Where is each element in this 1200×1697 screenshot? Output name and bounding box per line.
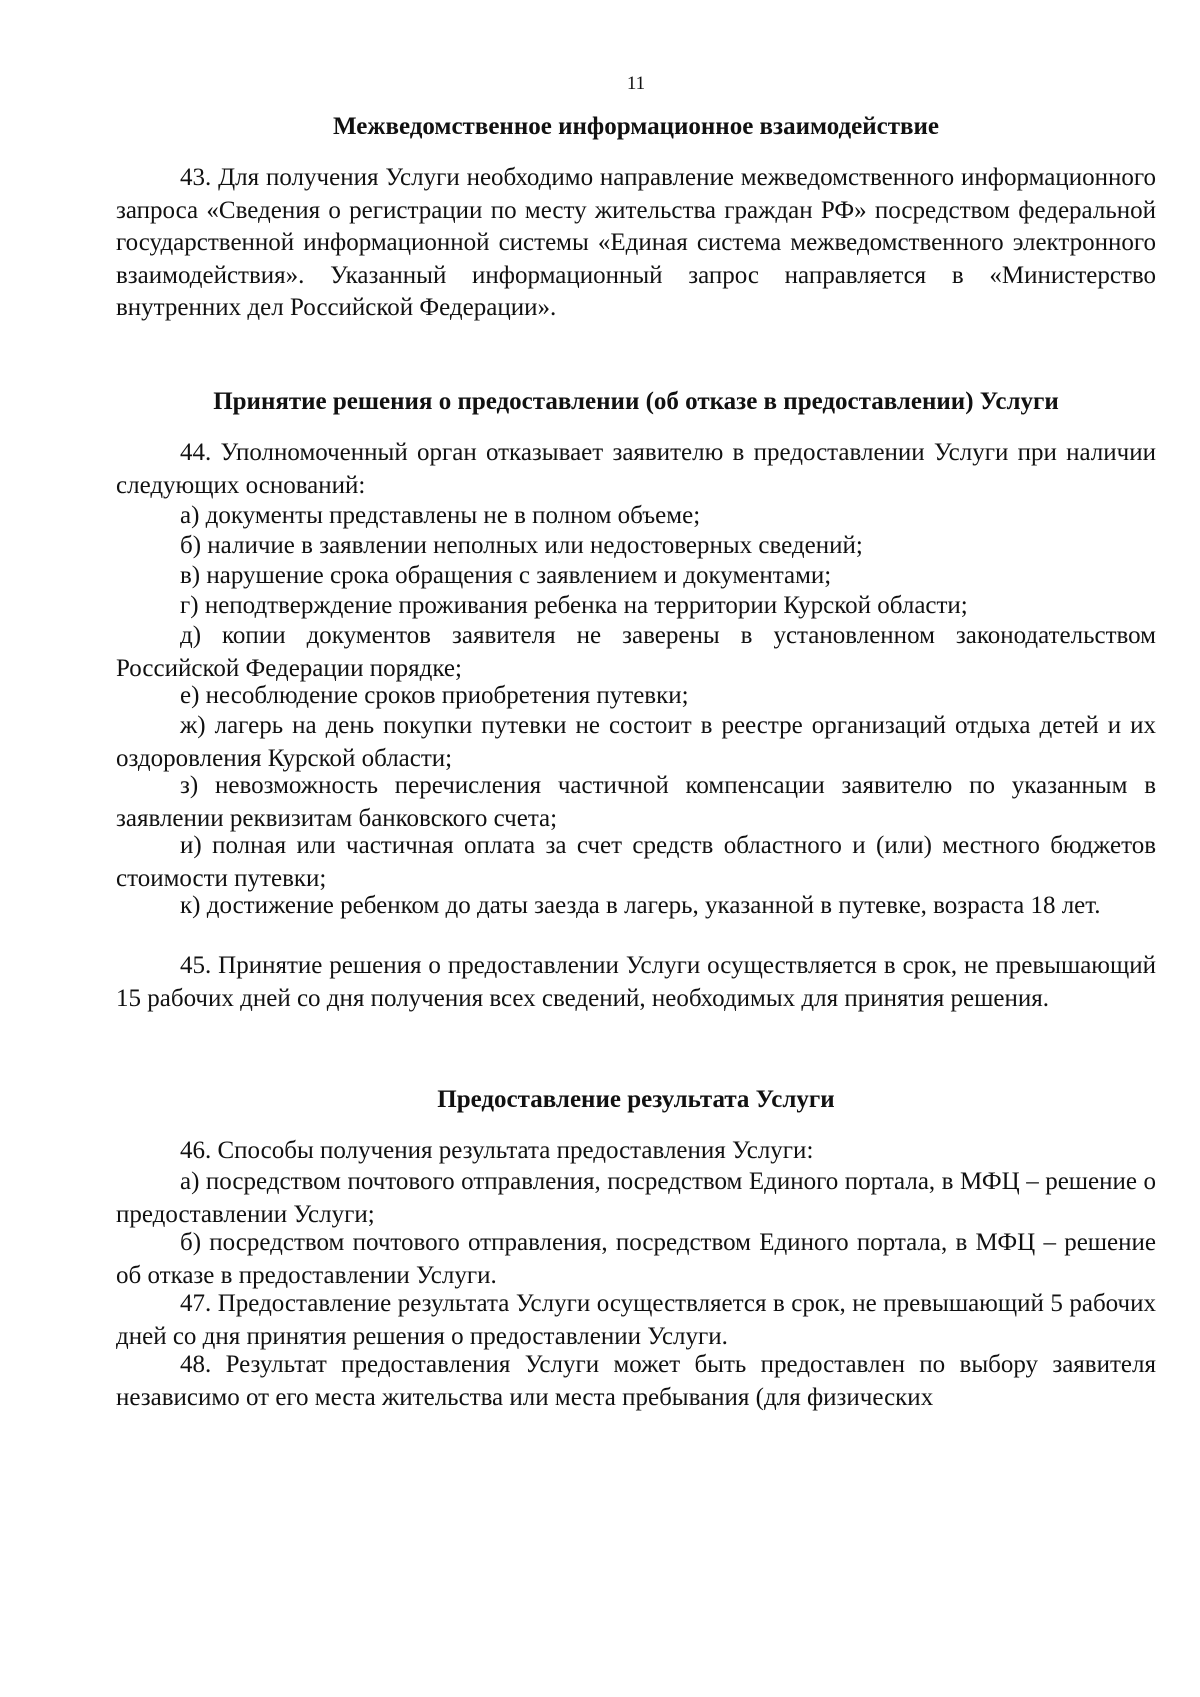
result-item-b: б) посредством почтового отправления, посредством Единого портала, в МФЦ – решение об отказе в предоставлении Услуги. — [116, 1229, 1156, 1289]
list-item-i: и) полная или частичная оплата за счет средств областного и (или) местного бюджетов стоимости путевки; — [116, 832, 1156, 892]
list-item-e: е) несоблюдение сроков приобретения путевки; — [180, 682, 689, 709]
list-item-a: а) документы представлены не в полном объеме; — [180, 502, 701, 529]
paragraph-44: 44. Уполномоченный орган отказывает заявителю в предоставлении Услуги при наличии следующих оснований: — [116, 439, 1156, 499]
paragraph-47: 47. Предоставление результата Услуги осуществляется в срок, не превышающий 5 рабочих дней со дня принятия решения о предоставлении Услуги. — [116, 1290, 1156, 1350]
result-item-a: а) посредством почтового отправления, посредством Единого портала, в МФЦ – решение о предоставлении Услуги; — [116, 1168, 1156, 1228]
list-item-v: в) нарушение срока обращения с заявлением и документами; — [180, 562, 832, 589]
list-item-g: г) неподтверждение проживания ребенка на территории Курской области; — [180, 592, 968, 619]
paragraph-46: 46. Способы получения результата предоставления Услуги: — [180, 1137, 814, 1164]
page-number: 11 — [626, 73, 646, 94]
section-heading-result: Предоставление результата Услуги — [437, 1086, 835, 1113]
list-item-d: д) копии документов заявителя не заверены в установленном законодательством Российской Федерации порядке; — [116, 622, 1156, 682]
list-item-zh: ж) лагерь на день покупки путевки не состоит в реестре организаций отдыха детей и их оздоровления Курской области; — [116, 712, 1156, 772]
section-heading-interagency: Межведомственное информационное взаимодействие — [333, 113, 939, 140]
paragraph-45: 45. Принятие решения о предоставлении Услуги осуществляется в срок, не превышающий 15 рабочих дней со дня получения всех сведений, необходимых для принятия решения. — [116, 952, 1156, 1012]
section-heading-decision: Принятие решения о предоставлении (об отказе в предоставлении) Услуги — [213, 388, 1059, 415]
list-item-b: б) наличие в заявлении неполных или недостоверных сведений; — [180, 532, 863, 559]
list-item-z: з) невозможность перечисления частичной компенсации заявителю по указанным в заявлении реквизитам банковского счета; — [116, 772, 1156, 832]
paragraph-48: 48. Результат предоставления Услуги может быть предоставлен по выбору заявителя независимо от его места жительства или места пребывания (для физических — [116, 1351, 1156, 1411]
list-item-k: к) достижение ребенком до даты заезда в лагерь, указанной в путевке, возраста 18 лет. — [180, 892, 1101, 919]
paragraph-43: 43. Для получения Услуги необходимо направление межведомственного информационного запроса «Сведения о регистрации по месту жительства граждан РФ» посредством федеральной государственной информационной системы «Единая система межведомственного электронного взаимодействия». Указанный информационный запрос направляется в «Министерство внутренних дел Российской Федерации». — [116, 164, 1156, 321]
